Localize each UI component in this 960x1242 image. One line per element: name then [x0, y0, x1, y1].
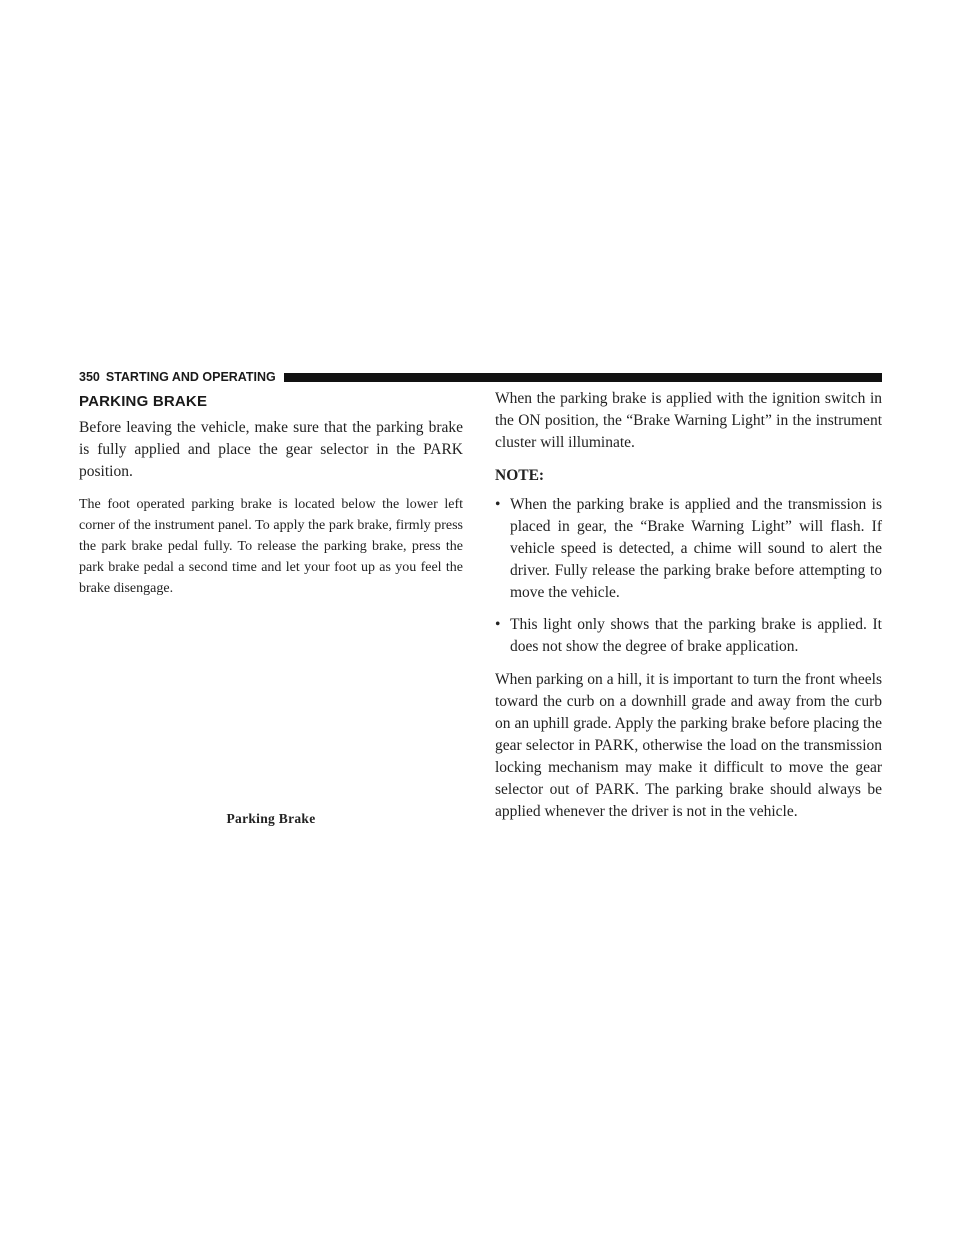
- warning-light-paragraph: When the parking brake is applied with the ignition switch in the ON position, the “Brake Warning Light” in the instrument cluster will illuminate.: [495, 390, 882, 451]
- figure-caption: Parking Brake: [226, 811, 316, 826]
- description-paragraph: The foot operated parking brake is located below the lower left corner of the instrument panel. To apply the park brake, firmly press the park brake pedal fully. To release the parking brake, press the park brake pedal a second time and let your foot up as you feel the brake disengage.: [79, 497, 463, 596]
- left-column: [79, 393, 463, 599]
- note-text: This light only shows that the parking brake is applied. It does not show the degree of brake application.: [510, 616, 882, 655]
- header-rule: [284, 373, 882, 382]
- note-text: When the parking brake is applied and the transmission is placed in gear, the “Brake Warning Light” will flash. If vehicle speed is detected, a chime will sound to alert the driver. Fully release the parking brake before attempting to move the vehicle.: [510, 496, 882, 601]
- note-label: NOTE:: [495, 467, 545, 484]
- section-title: PARKING BRAKE: [79, 393, 208, 410]
- figure-image-area: [79, 590, 463, 805]
- header-section-title: STARTING AND OPERATING: [105, 370, 276, 384]
- bullet-icon: •: [495, 616, 501, 633]
- hill-parking-paragraph: When parking on a hill, it is important to turn the front wheels toward the curb on a downhill grade and away from the curb on an uphill grade. Apply the parking brake before placing the gear selector in PARK, otherwise the load on the transmission locking mechanism may make it difficult to move the gear selector out of PARK. The parking brake should always be applied whenever the driver is not in the vehicle.: [495, 671, 882, 820]
- intro-paragraph: Before leaving the vehicle, make sure that the parking brake is fully applied and place the gear selector in the PARK position.: [79, 419, 463, 480]
- page-number: 350: [79, 370, 100, 384]
- running-header: [79, 370, 882, 384]
- bullet-icon: •: [495, 496, 501, 513]
- note-item: [495, 494, 882, 604]
- note-list: [495, 494, 882, 658]
- right-column: [495, 388, 882, 834]
- note-item: [495, 614, 882, 658]
